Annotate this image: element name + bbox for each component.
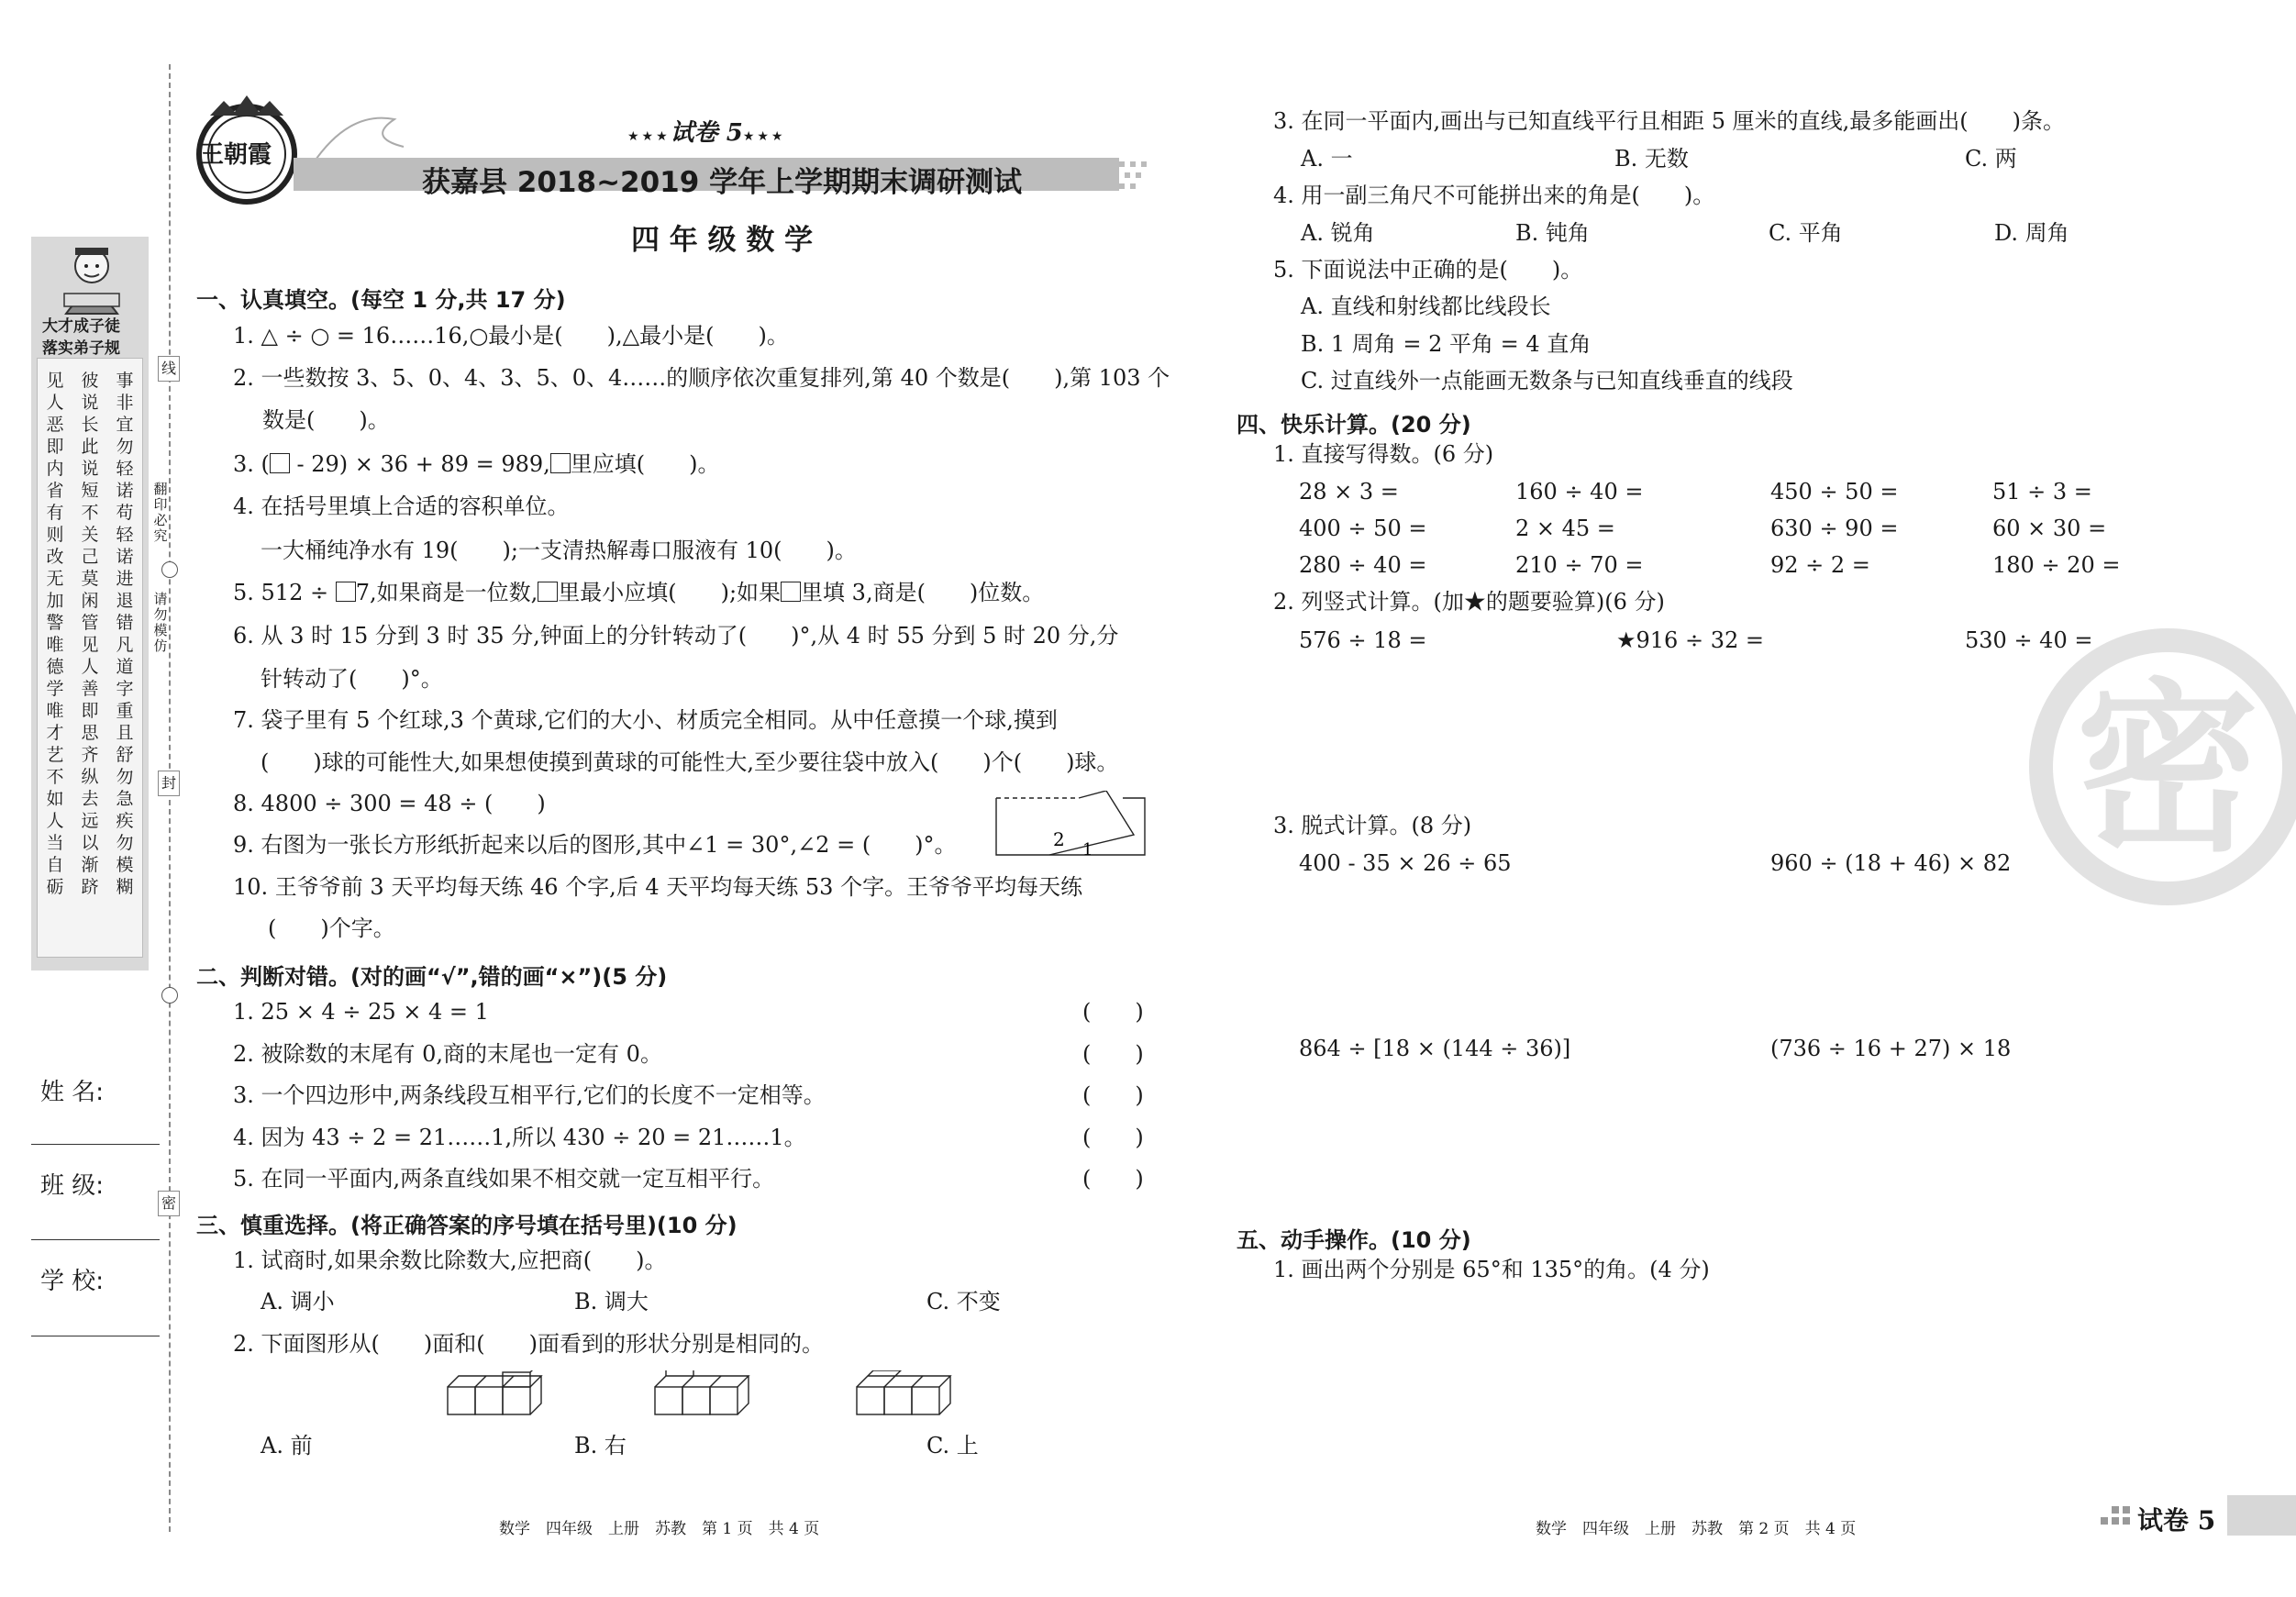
s3-q5: 5. 下面说法中正确的是( )。 bbox=[1273, 257, 1583, 283]
vertical-calc: ★916 ÷ 32 = bbox=[1616, 627, 1764, 653]
s1-q2a: 2. 一些数按 3、5、0、4、3、5、0、4……的顺序依次重复排列,第 40 个数是( ),第 103 个 bbox=[233, 365, 1170, 391]
blank-box bbox=[270, 453, 290, 473]
vertical-calc: 530 ÷ 40 = bbox=[1965, 627, 2093, 653]
step-calc: 400 - 35 × 26 ÷ 65 bbox=[1299, 850, 1512, 876]
answer-bracket[interactable]: ( ) bbox=[1082, 1166, 1144, 1192]
cut-label-feng: 封 bbox=[158, 771, 180, 796]
footer-right: 数学 四年级 上册 苏教 第 2 页 共 4 页 bbox=[1536, 1520, 1857, 1538]
vertical-calc: 576 ÷ 18 = bbox=[1299, 627, 1427, 653]
s3-q3-opt: B. 无数 bbox=[1614, 146, 1689, 172]
s4-p1-title: 1. 直接写得数。(6 分) bbox=[1273, 441, 1494, 467]
blank-box bbox=[336, 582, 356, 602]
section4-title: 四、快乐计算。(20 分) bbox=[1237, 412, 1471, 438]
s1-q6b: 针转动了( )°。 bbox=[261, 666, 443, 692]
answer-bracket[interactable]: ( ) bbox=[1082, 1125, 1144, 1150]
logo-text: 王朝霞 bbox=[200, 141, 272, 169]
s2-item: 3. 一个四边形中,两条线段互相平行,它们的长度不一定相等。 bbox=[233, 1082, 826, 1108]
cut-line bbox=[169, 64, 171, 1532]
motto-column: 彼说长此说短不关己莫闲管见人善即思齐纵去远以渐跻 bbox=[81, 371, 99, 897]
s3-q1-opt: B. 调大 bbox=[574, 1289, 649, 1314]
slogan-1: 大才成子徒 bbox=[42, 317, 120, 336]
oral-calc: 2 × 45 = bbox=[1515, 516, 1615, 541]
warning-text-2: 请勿模仿 bbox=[153, 591, 168, 654]
oral-calc: 28 × 3 = bbox=[1299, 479, 1399, 505]
cube-figure-2 bbox=[653, 1370, 756, 1418]
s3-q2-opt: A. 前 bbox=[261, 1433, 313, 1458]
step-calc: (736 ÷ 16 + 27) × 18 bbox=[1770, 1036, 2012, 1061]
name-label: 姓 名: bbox=[40, 1079, 105, 1106]
school-label: 学 校: bbox=[40, 1268, 105, 1295]
badge-band bbox=[2227, 1495, 2296, 1536]
s1-q9: 9. 右图为一张长方形纸折起来以后的图形,其中∠1 = 30°,∠2 = ( )°。 bbox=[233, 832, 957, 858]
cut-label-mi: 密 bbox=[158, 1191, 180, 1216]
slogan-2: 落实弟子规 bbox=[42, 339, 120, 358]
step-calc: 864 ÷ [18 × (144 ÷ 36)] bbox=[1299, 1036, 1571, 1061]
folded-paper-figure bbox=[994, 791, 1150, 860]
s1-q7b: ( )球的可能性大,如果想使摸到黄球的可能性大,至少要往袋中放入( )个( )球。 bbox=[261, 749, 1119, 775]
s3-q2-opt: B. 右 bbox=[574, 1433, 627, 1458]
s3-q1-opt: A. 调小 bbox=[261, 1289, 335, 1314]
s4-p3-title: 3. 脱式计算。(8 分) bbox=[1273, 813, 1472, 838]
punch-hole-icon bbox=[161, 561, 178, 578]
answer-bracket[interactable]: ( ) bbox=[1082, 999, 1144, 1025]
s3-q1-opt: C. 不变 bbox=[926, 1289, 1001, 1314]
s3-q4-opt: B. 钝角 bbox=[1515, 220, 1590, 246]
s3-q3-opt: C. 两 bbox=[1965, 146, 2017, 172]
exam-title: 获嘉县 2018~2019 学年上学期期末调研测试 bbox=[422, 166, 1023, 199]
fig-angle-2: 2 bbox=[1053, 828, 1065, 850]
s3-q5-opt: C. 过直线外一点能画无数条与已知直线垂直的线段 bbox=[1301, 368, 1793, 394]
svg-text:密: 密 bbox=[2075, 663, 2260, 877]
s2-item: 4. 因为 43 ÷ 2 = 21……1,所以 430 ÷ 20 = 21……1。 bbox=[233, 1125, 806, 1150]
section5-title: 五、动手操作。(10 分) bbox=[1237, 1227, 1471, 1253]
s1-q6a: 6. 从 3 时 15 分到 3 时 35 分,钟面上的分针转动了( )°,从 4 时 55 分到 5 时 20 分,分 bbox=[233, 623, 1119, 649]
s1-q4a: 4. 在括号里填上合适的容积单位。 bbox=[233, 494, 570, 519]
motto-panel bbox=[37, 358, 143, 958]
band-dots bbox=[1117, 160, 1154, 191]
watermark-seal bbox=[2021, 624, 2296, 908]
warning-text: 翻印必究 bbox=[153, 481, 168, 544]
answer-bracket[interactable]: ( ) bbox=[1082, 1082, 1144, 1108]
paper-number: ★★★试卷 5★★★ bbox=[627, 119, 786, 147]
answer-bracket[interactable]: ( ) bbox=[1082, 1041, 1144, 1067]
oral-calc: 450 ÷ 50 = bbox=[1770, 479, 1899, 505]
oral-calc: 400 ÷ 50 = bbox=[1299, 516, 1427, 541]
s3-q4-opt: D. 周角 bbox=[1994, 220, 2069, 246]
footer-left: 数学 四年级 上册 苏教 第 1 页 共 4 页 bbox=[499, 1520, 820, 1538]
s3-q1: 1. 试商时,如果余数比除数大,应把商( )。 bbox=[233, 1248, 667, 1273]
oral-calc: 280 ÷ 40 = bbox=[1299, 552, 1427, 578]
s3-q3-opt: A. 一 bbox=[1301, 146, 1353, 172]
s3-q2: 2. 下面图形从( )面和( )面看到的形状分别是相同的。 bbox=[233, 1331, 824, 1357]
s1-q10b: ( )个字。 bbox=[268, 915, 395, 941]
cut-label-xian: 线 bbox=[158, 356, 180, 382]
oral-calc: 92 ÷ 2 = bbox=[1770, 552, 1870, 578]
s3-q4-opt: A. 锐角 bbox=[1301, 220, 1375, 246]
motto-column: 见人恶即内省有则改无加警唯德学唯才艺不如人当自砺 bbox=[46, 371, 64, 897]
s3-q5-opt: B. 1 周角 = 2 平角 = 4 直角 bbox=[1301, 331, 1592, 357]
badge-dots bbox=[2095, 1504, 2135, 1530]
scholar-figure-icon bbox=[48, 240, 136, 317]
blank-box bbox=[781, 582, 801, 602]
s1-q4b: 一大桶纯净水有 19( );一支清热解毒口服液有 10( )。 bbox=[261, 538, 857, 563]
section3-title: 三、慎重选择。(将正确答案的序号填在括号里)(10 分) bbox=[196, 1213, 738, 1238]
blank-box bbox=[538, 582, 558, 602]
punch-hole-icon bbox=[161, 987, 178, 1004]
name-field[interactable] bbox=[31, 1144, 160, 1145]
s3-q2-opt: C. 上 bbox=[926, 1433, 979, 1458]
s3-q3: 3. 在同一平面内,画出与已知直线平行且相距 5 厘米的直线,最多能画出( )条。 bbox=[1273, 108, 2066, 134]
s1-q7a: 7. 袋子里有 5 个红球,3 个黄球,它们的大小、材质完全相同。从中任意摸一个球,摸到 bbox=[233, 707, 1058, 733]
s2-item: 5. 在同一平面内,两条直线如果不相交就一定互相平行。 bbox=[233, 1166, 775, 1192]
s1-q5: 5. 512 ÷ 7,如果商是一位数, 里最小应填( );如果 里填 3,商是( )位数。 bbox=[233, 580, 1045, 605]
oral-calc: 51 ÷ 3 = bbox=[1992, 479, 2092, 505]
fig-angle-1: 1 bbox=[1082, 840, 1093, 859]
oral-calc: 630 ÷ 90 = bbox=[1770, 516, 1899, 541]
cube-figure-3 bbox=[855, 1370, 958, 1418]
s1-q8: 8. 4800 ÷ 300 = 48 ÷ ( ) bbox=[233, 791, 546, 816]
paper-badge: 试卷 5 bbox=[2137, 1505, 2216, 1536]
s3-q4-opt: C. 平角 bbox=[1769, 220, 1843, 246]
oral-calc: 210 ÷ 70 = bbox=[1515, 552, 1644, 578]
blank-box bbox=[550, 453, 571, 473]
s2-item: 2. 被除数的末尾有 0,商的末尾也一定有 0。 bbox=[233, 1041, 662, 1067]
motto-column: 事非宜勿轻诺苟轻诺进退错凡道字重且舒勿急疾勿模糊 bbox=[116, 371, 134, 897]
s2-item: 1. 25 × 4 ÷ 25 × 4 = 1 bbox=[233, 999, 489, 1025]
class-label: 班 级: bbox=[40, 1172, 105, 1200]
step-calc: 960 ÷ (18 + 46) × 82 bbox=[1770, 850, 2012, 876]
oral-calc: 160 ÷ 40 = bbox=[1515, 479, 1644, 505]
s1-q2b: 数是( )。 bbox=[262, 407, 390, 433]
s4-p2-title: 2. 列竖式计算。(加★的题要验算)(6 分) bbox=[1273, 589, 1665, 615]
oral-calc: 60 × 30 = bbox=[1992, 516, 2107, 541]
s3-q4: 4. 用一副三角尺不可能拼出来的角是( )。 bbox=[1273, 183, 1715, 208]
class-field[interactable] bbox=[31, 1239, 160, 1240]
s1-q10a: 10. 王爷爷前 3 天平均每天练 46 个字,后 4 天平均每天练 53 个字。王爷爷平均每天练 bbox=[233, 874, 1083, 900]
section1-title: 一、认真填空。(每空 1 分,共 17 分) bbox=[196, 287, 566, 313]
exam-subtitle: 四 年 级 数 学 bbox=[631, 224, 814, 257]
s1-q3: 3. ( - 29) × 36 + 89 = 989, 里应填( )。 bbox=[233, 451, 720, 477]
cube-figure-1 bbox=[446, 1370, 549, 1418]
oral-calc: 180 ÷ 20 = bbox=[1992, 552, 2121, 578]
s5-q1: 1. 画出两个分别是 65°和 135°的角。(4 分) bbox=[1273, 1257, 1710, 1282]
s1-q1: 1. △ ÷ ○ = 16……16,○最小是( ),△最小是( )。 bbox=[233, 323, 789, 349]
s3-q5-opt: A. 直线和射线都比线段长 bbox=[1301, 294, 1551, 319]
section2-title: 二、判断对错。(对的画“√”,错的画“×”)(5 分) bbox=[196, 964, 668, 990]
